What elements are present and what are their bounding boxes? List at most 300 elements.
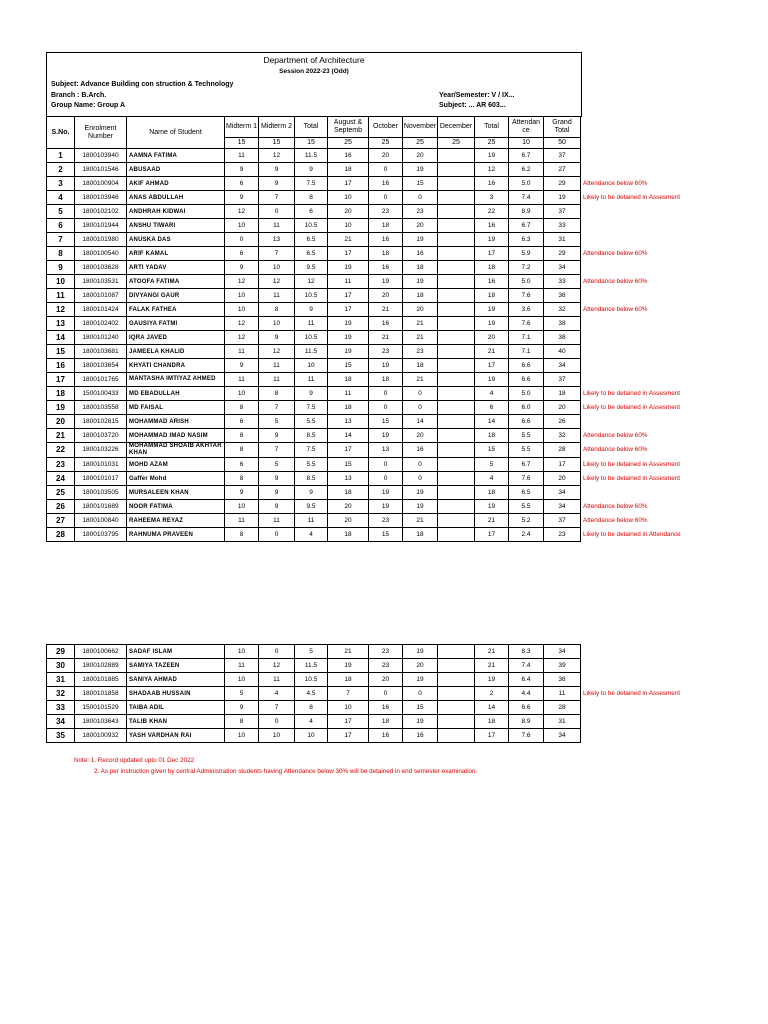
- row-name: AAMNA FATIMA: [127, 149, 225, 163]
- row-remark: Attendance below 60%: [583, 431, 648, 439]
- row-october: 19: [369, 359, 403, 373]
- row-total: 4.5: [295, 687, 328, 701]
- row-sno: 29: [47, 645, 75, 659]
- row-december: [438, 233, 475, 247]
- row-midterm1: 10: [225, 500, 259, 514]
- max-aug-sep: 25: [328, 138, 369, 149]
- row-grand-total: 23: [544, 528, 581, 542]
- row-name: SAMIYA TAZEEN: [127, 659, 225, 673]
- row-aug-sep: 19: [328, 659, 369, 673]
- row-december: [438, 729, 475, 743]
- row-aug-sep: 19: [328, 261, 369, 275]
- marks-table-continued: [46, 644, 701, 743]
- row-midterm2: 9: [259, 177, 295, 191]
- row-enrolment: 1800100932: [75, 729, 127, 743]
- students-body: [47, 149, 701, 542]
- row-sno: 13: [47, 317, 75, 331]
- row-total2: 18: [475, 289, 509, 303]
- row-enrolment: 1500101529: [75, 701, 127, 715]
- subject-code-label: Subject: ... AR 603...: [439, 102, 506, 109]
- row-attendance: 7.1: [509, 331, 544, 345]
- row-remark: Likely to be detained in Assesment: [583, 689, 680, 697]
- row-midterm1: 8: [225, 715, 259, 729]
- row-midterm2: 11: [259, 373, 295, 387]
- max-december: 25: [438, 138, 475, 149]
- row-total: 10.5: [295, 331, 328, 345]
- row-december: [438, 275, 475, 289]
- row-attendance: 6.7: [509, 458, 544, 472]
- students-body-continued: [47, 645, 701, 743]
- col-midterm1: Midterm 1: [225, 117, 259, 138]
- row-november: 14: [403, 415, 438, 429]
- row-name: MOHAMMAD SHOAIB AKHTAR KHAN: [127, 443, 225, 458]
- row-november: 15: [403, 701, 438, 715]
- row-sno: 2: [47, 163, 75, 177]
- row-midterm2: 13: [259, 233, 295, 247]
- row-october: 19: [369, 486, 403, 500]
- row-attendance: 6.5: [509, 486, 544, 500]
- row-enrolment: 1800102102: [75, 205, 127, 219]
- table-row: [47, 645, 701, 659]
- col-sno: S.No.: [47, 117, 75, 149]
- table-row: [47, 500, 701, 514]
- row-total: 7.5: [295, 401, 328, 415]
- row-aug-sep: 18: [328, 163, 369, 177]
- row-december: [438, 163, 475, 177]
- table-row: [47, 289, 701, 303]
- subject-label: Subject: Advance Building con struction & Technology: [51, 81, 234, 88]
- row-aug-sep: 15: [328, 359, 369, 373]
- row-october: 23: [369, 514, 403, 528]
- row-remark: [581, 359, 701, 373]
- row-total2: 18: [475, 486, 509, 500]
- row-sno: 21: [47, 429, 75, 443]
- table-row: [47, 219, 701, 233]
- row-grand-total: 19: [544, 191, 581, 205]
- row-sno: 6: [47, 219, 75, 233]
- row-october: 16: [369, 729, 403, 743]
- row-grand-total: 32: [544, 429, 581, 443]
- table-row: [47, 486, 701, 500]
- row-midterm1: 9: [225, 701, 259, 715]
- row-enrolment: 1800103654: [75, 359, 127, 373]
- row-october: 16: [369, 177, 403, 191]
- row-enrolment: 1800103720: [75, 429, 127, 443]
- row-total: 11: [295, 514, 328, 528]
- row-aug-sep: 17: [328, 247, 369, 261]
- row-december: [438, 687, 475, 701]
- row-attendance: 5.5: [509, 429, 544, 443]
- row-december: [438, 401, 475, 415]
- row-midterm1: 10: [225, 729, 259, 743]
- row-november: 0: [403, 472, 438, 486]
- row-total2: 19: [475, 673, 509, 687]
- row-sno: 28: [47, 528, 75, 542]
- row-aug-sep: 16: [328, 149, 369, 163]
- row-aug-sep: 18: [328, 673, 369, 687]
- row-name: MURSALEEN KHAN: [127, 486, 225, 500]
- row-sno: 31: [47, 673, 75, 687]
- row-october: 15: [369, 528, 403, 542]
- row-midterm2: 11: [259, 673, 295, 687]
- row-total2: 14: [475, 415, 509, 429]
- row-remark: [581, 219, 701, 233]
- row-october: 19: [369, 500, 403, 514]
- row-aug-sep: 20: [328, 205, 369, 219]
- row-midterm1: 11: [225, 659, 259, 673]
- row-remark: Likely to be detained in Assesment: [583, 474, 680, 482]
- row-grand-total: 32: [544, 303, 581, 317]
- marks-table: [46, 116, 701, 542]
- row-remark: Likely to be detained in Assesment: [583, 403, 680, 411]
- row-total: 5.5: [295, 458, 328, 472]
- row-total2: 17: [475, 729, 509, 743]
- row-enrolment: 1800101017: [75, 472, 127, 486]
- row-name: ABUSAAD: [127, 163, 225, 177]
- table-row: [47, 387, 701, 401]
- row-attendance: 7.4: [509, 659, 544, 673]
- table-row: [47, 205, 701, 219]
- row-grand-total: 40: [544, 345, 581, 359]
- row-name: ANUSKA DAS: [127, 233, 225, 247]
- row-aug-sep: 10: [328, 191, 369, 205]
- row-attendance: 2.4: [509, 528, 544, 542]
- row-total2: 17: [475, 359, 509, 373]
- row-attendance: 7.4: [509, 191, 544, 205]
- col-name: Name of Student: [127, 117, 225, 149]
- row-attendance: 5.2: [509, 514, 544, 528]
- row-december: [438, 289, 475, 303]
- row-enrolment: 1800100540: [75, 247, 127, 261]
- row-aug-sep: 13: [328, 472, 369, 486]
- row-name: ANSHU TIWARI: [127, 219, 225, 233]
- row-midterm2: 12: [259, 275, 295, 289]
- row-november: 21: [403, 317, 438, 331]
- row-remark: Attendance below 60%: [583, 516, 648, 524]
- max-november: 25: [403, 138, 438, 149]
- row-total2: 12: [475, 163, 509, 177]
- row-total: 5: [295, 645, 328, 659]
- row-december: [438, 443, 475, 458]
- row-total2: 4: [475, 472, 509, 486]
- row-midterm1: 9: [225, 191, 259, 205]
- row-midterm2: 11: [259, 289, 295, 303]
- table-row: [47, 303, 701, 317]
- row-aug-sep: 19: [328, 317, 369, 331]
- row-october: 19: [369, 429, 403, 443]
- row-name: DIVYANGI GAUR: [127, 289, 225, 303]
- row-attendance: 6.7: [509, 149, 544, 163]
- row-midterm2: 11: [259, 359, 295, 373]
- row-sno: 22: [47, 443, 75, 458]
- row-grand-total: 37: [544, 373, 581, 387]
- col-total2: Total: [475, 117, 509, 138]
- row-december: [438, 387, 475, 401]
- row-sno: 30: [47, 659, 75, 673]
- row-december: [438, 149, 475, 163]
- row-november: 16: [403, 729, 438, 743]
- row-grand-total: 26: [544, 415, 581, 429]
- row-attendance: 7.6: [509, 317, 544, 331]
- row-aug-sep: 17: [328, 177, 369, 191]
- table-row: [47, 729, 701, 743]
- row-enrolment: 1800103795: [75, 528, 127, 542]
- row-total: 9.5: [295, 500, 328, 514]
- row-name: ARIF KAMAL: [127, 247, 225, 261]
- row-sno: 33: [47, 701, 75, 715]
- row-name: RAHEEMA REYAZ: [127, 514, 225, 528]
- row-total: 9: [295, 486, 328, 500]
- row-november: 18: [403, 359, 438, 373]
- row-name: RAHNUMA PRAVEEN: [127, 528, 225, 542]
- row-midterm2: 9: [259, 486, 295, 500]
- department-title: Department of Architecture: [263, 55, 365, 65]
- row-grand-total: 34: [544, 729, 581, 743]
- row-midterm2: 12: [259, 149, 295, 163]
- row-december: [438, 673, 475, 687]
- group-label: Group Name: Group A: [51, 102, 126, 109]
- row-november: 0: [403, 401, 438, 415]
- row-aug-sep: 17: [328, 443, 369, 458]
- row-midterm1: 12: [225, 275, 259, 289]
- row-sno: 26: [47, 500, 75, 514]
- row-attendance: 5.0: [509, 177, 544, 191]
- row-name: GAUSIYA FATMI: [127, 317, 225, 331]
- row-sno: 9: [47, 261, 75, 275]
- row-total2: 19: [475, 233, 509, 247]
- row-sno: 24: [47, 472, 75, 486]
- row-enrolment: 1800101087: [75, 289, 127, 303]
- row-total2: 16: [475, 219, 509, 233]
- row-attendance: 6.0: [509, 401, 544, 415]
- row-midterm2: 0: [259, 528, 295, 542]
- table-row: [47, 687, 701, 701]
- note-2: 2. As per instruction given by central Administration students having Attendance below 30% will be detained in end semester examination.: [94, 768, 478, 775]
- row-grand-total: 28: [544, 443, 581, 458]
- row-aug-sep: 21: [328, 233, 369, 247]
- row-december: [438, 177, 475, 191]
- row-midterm1: 9: [225, 359, 259, 373]
- table-row: [47, 163, 701, 177]
- session-label: Session 2022-23 (Odd): [279, 68, 349, 75]
- row-attendance: 8.9: [509, 205, 544, 219]
- table-row: [47, 443, 701, 458]
- row-december: [438, 345, 475, 359]
- row-december: [438, 458, 475, 472]
- row-october: 0: [369, 472, 403, 486]
- row-midterm2: 7: [259, 247, 295, 261]
- row-october: 16: [369, 317, 403, 331]
- row-grand-total: 34: [544, 261, 581, 275]
- row-midterm2: 9: [259, 500, 295, 514]
- row-october: 18: [369, 715, 403, 729]
- row-remark: Attendance below 60%: [583, 249, 648, 257]
- row-midterm1: 8: [225, 429, 259, 443]
- row-grand-total: 11: [544, 687, 581, 701]
- row-total: 10.5: [295, 289, 328, 303]
- row-enrolment: 1800101885: [75, 673, 127, 687]
- row-midterm2: 7: [259, 191, 295, 205]
- row-midterm1: 8: [225, 401, 259, 415]
- row-enrolment: 1800103643: [75, 715, 127, 729]
- row-december: [438, 514, 475, 528]
- row-name: SHADAAB HUSSAIN: [127, 687, 225, 701]
- row-sno: 18: [47, 387, 75, 401]
- table-row: [47, 373, 701, 387]
- row-aug-sep: 11: [328, 275, 369, 289]
- row-total2: 18: [475, 261, 509, 275]
- row-midterm2: 7: [259, 443, 295, 458]
- row-remark: [581, 659, 701, 673]
- row-midterm2: 12: [259, 345, 295, 359]
- row-attendance: 4.4: [509, 687, 544, 701]
- max-midterm1: 15: [225, 138, 259, 149]
- col-total: Total: [295, 117, 328, 138]
- row-sno: 5: [47, 205, 75, 219]
- row-total2: 14: [475, 701, 509, 715]
- max-total: 15: [295, 138, 328, 149]
- row-december: [438, 701, 475, 715]
- row-midterm2: 8: [259, 387, 295, 401]
- row-october: 13: [369, 443, 403, 458]
- row-december: [438, 219, 475, 233]
- row-sno: 14: [47, 331, 75, 345]
- row-remark: Likely to be detained in Assesment: [583, 193, 680, 201]
- row-midterm1: 6: [225, 415, 259, 429]
- row-name: MOHD AZAM: [127, 458, 225, 472]
- col-enrolment: Enrolment Number: [75, 117, 127, 149]
- row-enrolment: 1800103628: [75, 261, 127, 275]
- row-october: 20: [369, 289, 403, 303]
- row-aug-sep: 19: [328, 331, 369, 345]
- row-midterm2: 5: [259, 415, 295, 429]
- row-total2: 17: [475, 528, 509, 542]
- row-grand-total: 37: [544, 149, 581, 163]
- row-december: [438, 205, 475, 219]
- max-total2: 25: [475, 138, 509, 149]
- row-sno: 15: [47, 345, 75, 359]
- row-december: [438, 429, 475, 443]
- row-grand-total: 27: [544, 163, 581, 177]
- row-attendance: 6.6: [509, 359, 544, 373]
- row-midterm2: 7: [259, 401, 295, 415]
- row-midterm2: 9: [259, 331, 295, 345]
- row-november: 0: [403, 687, 438, 701]
- row-november: 0: [403, 387, 438, 401]
- row-november: 20: [403, 149, 438, 163]
- row-attendance: 6.4: [509, 673, 544, 687]
- row-remark: Attendance below 60%: [583, 305, 648, 313]
- row-midterm1: 11: [225, 514, 259, 528]
- row-enrolment: 1800102889: [75, 659, 127, 673]
- row-attendance: 6.7: [509, 219, 544, 233]
- row-total: 7.5: [295, 443, 328, 458]
- table-row: [47, 514, 701, 528]
- row-november: 21: [403, 514, 438, 528]
- row-attendance: 7.6: [509, 472, 544, 486]
- row-december: [438, 359, 475, 373]
- row-november: 15: [403, 177, 438, 191]
- row-october: 21: [369, 303, 403, 317]
- row-total2: 6: [475, 401, 509, 415]
- table-row: [47, 401, 701, 415]
- row-december: [438, 331, 475, 345]
- table-row: [47, 247, 701, 261]
- row-november: 19: [403, 715, 438, 729]
- table-row: [47, 191, 701, 205]
- row-midterm1: 10: [225, 219, 259, 233]
- row-total: 9: [295, 303, 328, 317]
- row-aug-sep: 14: [328, 429, 369, 443]
- row-december: [438, 415, 475, 429]
- row-october: 16: [369, 233, 403, 247]
- row-aug-sep: 20: [328, 514, 369, 528]
- row-midterm1: 6: [225, 247, 259, 261]
- row-october: 0: [369, 163, 403, 177]
- table-row: [47, 715, 701, 729]
- row-attendance: 6.6: [509, 415, 544, 429]
- row-october: 20: [369, 149, 403, 163]
- row-aug-sep: 7: [328, 687, 369, 701]
- row-total2: 21: [475, 345, 509, 359]
- row-enrolment: 1800100840: [75, 514, 127, 528]
- row-grand-total: 38: [544, 317, 581, 331]
- row-november: 19: [403, 486, 438, 500]
- row-october: 18: [369, 373, 403, 387]
- row-aug-sep: 18: [328, 373, 369, 387]
- row-aug-sep: 17: [328, 303, 369, 317]
- row-midterm2: 7: [259, 701, 295, 715]
- row-remark: Attendance below 60%: [583, 502, 648, 510]
- row-total: 11.5: [295, 345, 328, 359]
- row-grand-total: 31: [544, 233, 581, 247]
- row-grand-total: 34: [544, 359, 581, 373]
- row-total: 9: [295, 163, 328, 177]
- row-sno: 3: [47, 177, 75, 191]
- row-total: 6.5: [295, 247, 328, 261]
- row-midterm1: 8: [225, 443, 259, 458]
- row-total2: 16: [475, 275, 509, 289]
- row-december: [438, 191, 475, 205]
- row-october: 16: [369, 261, 403, 275]
- row-attendance: 5.5: [509, 443, 544, 458]
- row-november: 0: [403, 191, 438, 205]
- row-name: Gaffer Mohd: [127, 472, 225, 486]
- row-attendance: 5.0: [509, 275, 544, 289]
- row-total2: 19: [475, 373, 509, 387]
- row-remark: [581, 486, 701, 500]
- row-midterm2: 10: [259, 261, 295, 275]
- row-sno: 34: [47, 715, 75, 729]
- row-remark: [581, 415, 701, 429]
- row-total: 6: [295, 205, 328, 219]
- row-grand-total: 28: [544, 701, 581, 715]
- row-remark: Attendance below 60%: [583, 446, 648, 453]
- row-name: NOOR FATIMA: [127, 500, 225, 514]
- row-remark: [581, 163, 701, 177]
- row-total: 7.5: [295, 177, 328, 191]
- row-aug-sep: 18: [328, 528, 369, 542]
- row-grand-total: 34: [544, 486, 581, 500]
- row-attendance: 6.6: [509, 701, 544, 715]
- row-grand-total: 34: [544, 645, 581, 659]
- max-october: 25: [369, 138, 403, 149]
- row-grand-total: 20: [544, 401, 581, 415]
- row-total2: 4: [475, 387, 509, 401]
- row-remark: [581, 673, 701, 687]
- row-midterm1: 12: [225, 317, 259, 331]
- table-row: [47, 701, 701, 715]
